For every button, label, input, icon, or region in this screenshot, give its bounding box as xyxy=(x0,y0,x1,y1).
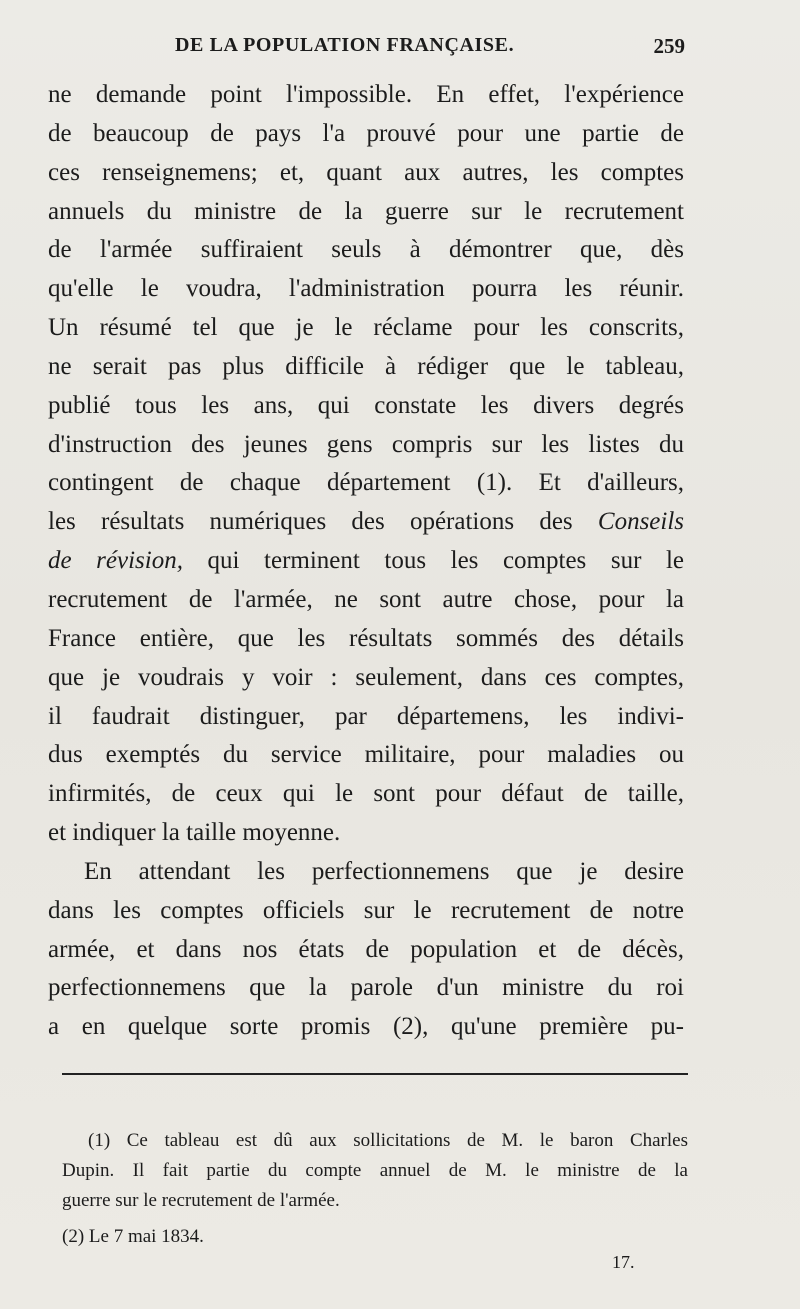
text-line: infirmités, de ceux qui le sont pour défaut de taille, xyxy=(48,780,684,808)
footnote-1-line: guerre sur le recrutement de l'armée. xyxy=(62,1190,340,1211)
text-line: d'instruction des jeunes gens compris sur les listes du xyxy=(48,430,684,458)
text-line: ne demande point l'impossible. En effet, l'expérience xyxy=(48,81,684,108)
text-line: de beaucoup de pays l'a prouvé pour une partie de xyxy=(48,119,684,147)
text-line: il faudrait distinguer, par départemens, les indivi- xyxy=(48,702,684,730)
text-line: que je voudrais y voir : seulement, dans ces comptes, xyxy=(48,663,684,691)
text-line: contingent de chaque département (1). Et d'ailleurs, xyxy=(48,469,684,497)
text-line: France entière, que les résultats sommés des détails xyxy=(48,624,684,652)
page-number: 259 xyxy=(653,34,685,58)
text-line: qu'elle le voudra, l'administration pourra les réunir. xyxy=(48,275,684,303)
footnote-1-line: (1) Ce tableau est dû aux sollicitations de M. le baron Charles xyxy=(88,1130,688,1151)
text-line: ces renseignemens; et, quant aux autres, les comptes xyxy=(48,158,684,186)
text-line: Un résumé tel que je le réclame pour les conscrits, xyxy=(48,314,684,342)
text-line: armée, et dans nos états de population et de décès, xyxy=(48,935,684,963)
body-text xyxy=(48,76,684,1047)
footnote-rule xyxy=(62,1073,688,1075)
italic-term-revision: de révision, xyxy=(48,547,183,575)
footnote-2: (2) Le 7 mai 1834. xyxy=(62,1226,204,1247)
text-line: recrutement de l'armée, ne sont autre chose, pour la xyxy=(48,585,684,613)
text-line-with-italic xyxy=(48,503,684,542)
text-line: perfectionnemens que la parole d'un ministre du roi xyxy=(48,974,684,1002)
text-line: annuels du ministre de la guerre sur le recrutement xyxy=(48,197,684,225)
text-line: publié tous les ans, qui constate les divers degrés xyxy=(48,391,684,419)
text-line: a en quelque sorte promis (2), qu'une première pu- xyxy=(48,1013,684,1041)
running-title: DE LA POPULATION FRANÇAISE. xyxy=(175,34,515,56)
text-segment: qui terminent tous les comptes sur le xyxy=(207,547,684,575)
text-line: ne serait pas plus difficile à rédiger que le tableau, xyxy=(48,352,684,380)
italic-term-conseils: Conseils xyxy=(597,508,685,536)
text-line: de l'armée suffiraient seuls à démontrer que, dès xyxy=(48,236,684,264)
text-line: dus exemptés du service militaire, pour maladies ou xyxy=(48,741,684,769)
footnotes xyxy=(62,1126,688,1252)
running-head xyxy=(175,34,685,64)
text-line: En attendant les perfectionnemens que je desire xyxy=(84,857,684,885)
text-line: dans les comptes officiels sur le recrutement de notre xyxy=(48,896,684,924)
text-line: et indiquer la taille moyenne. xyxy=(48,819,341,847)
text-line-with-italic xyxy=(48,542,684,581)
signature-mark: 17. xyxy=(612,1252,635,1272)
footnote-1-line: Dupin. Il fait partie du compte annuel de M. le ministre de la xyxy=(62,1160,688,1181)
text-segment: les résultats numériques des opérations des xyxy=(48,508,573,536)
